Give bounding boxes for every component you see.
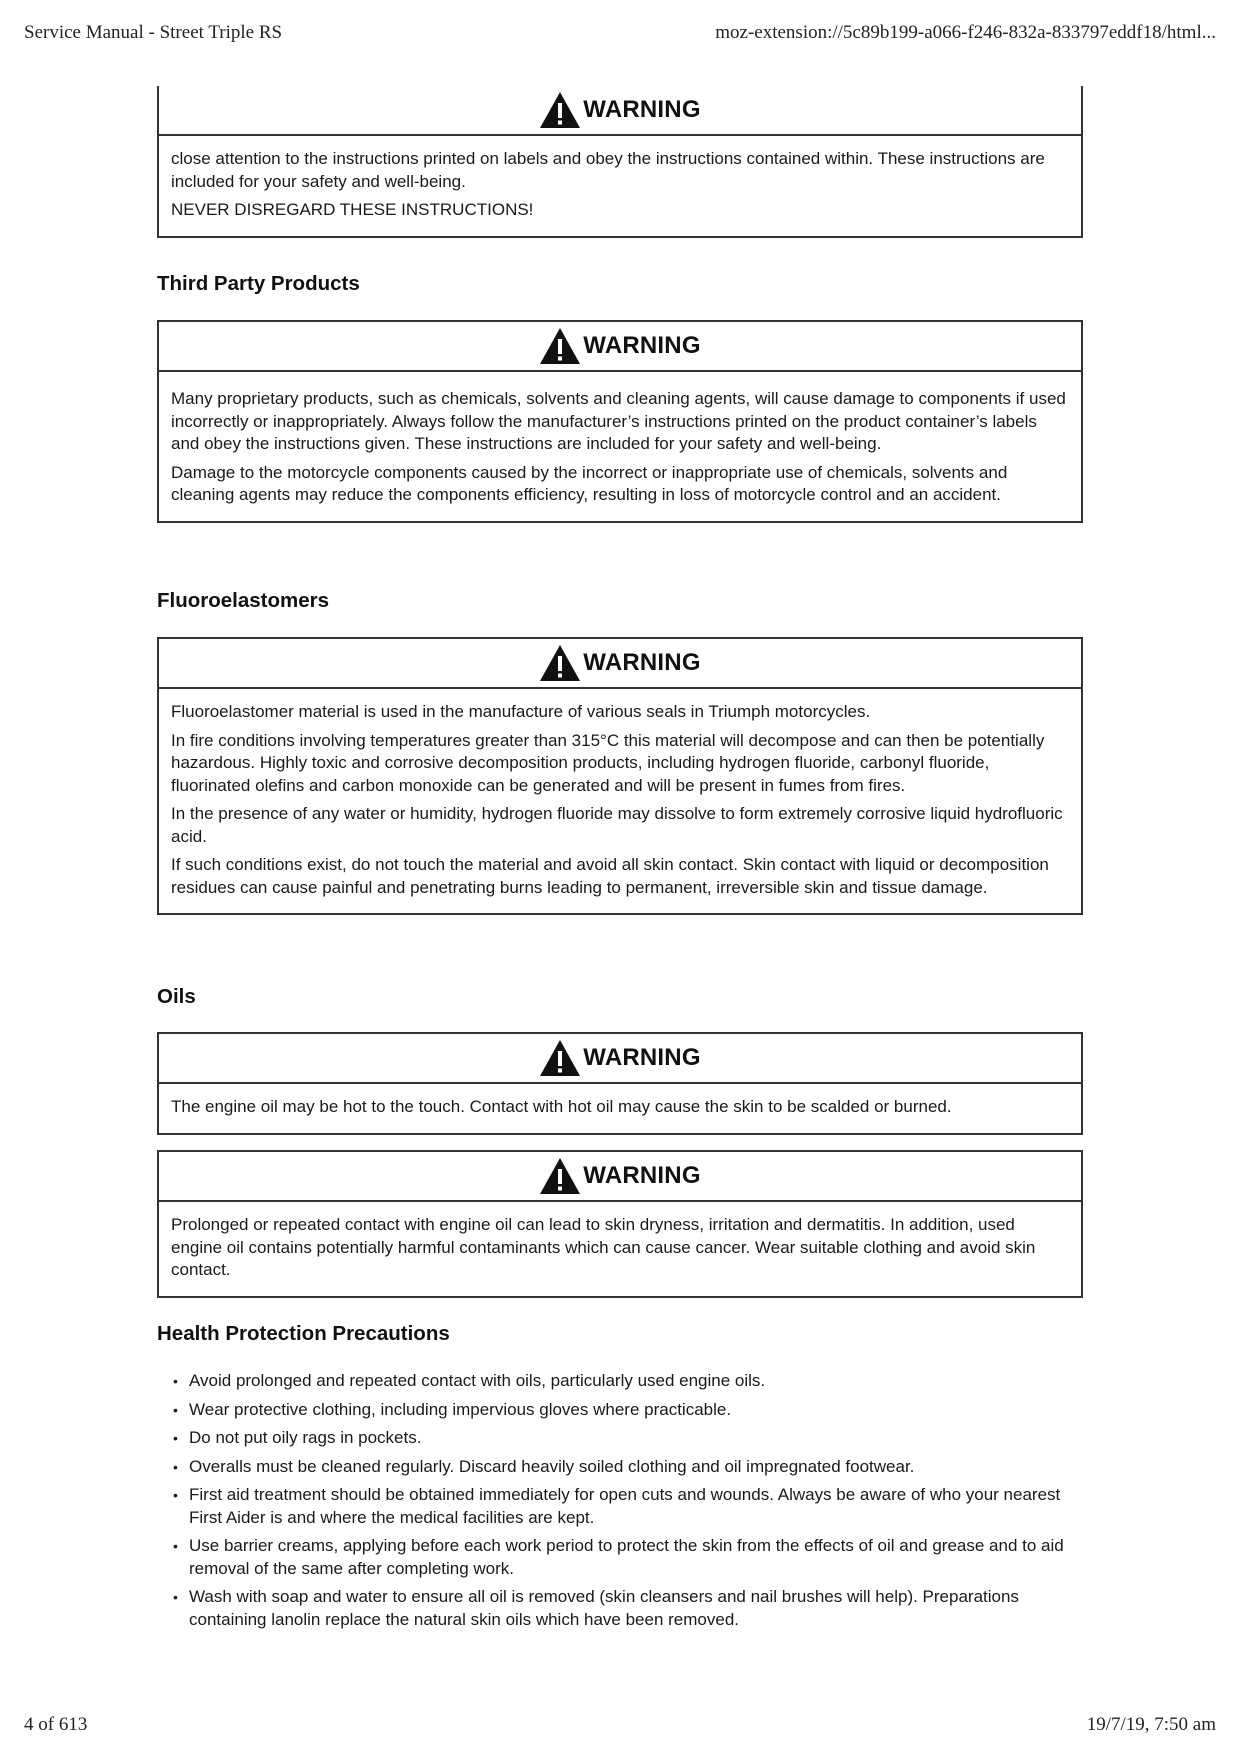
warning-header xyxy=(159,1152,1081,1202)
warning-paragraph: Many proprietary products, such as chemicals, solvents and cleaning agents, will cause damage to components if used incorrectly or inappropriately. Always follow the manufacturer’s instructions printed on the product container’s labels and obey the instructions given. These instructions are included for your safety and well-being. xyxy=(171,389,1066,453)
section-heading-third-party-products: Third Party Products xyxy=(157,272,360,295)
warning-body xyxy=(159,689,1081,913)
warning-body xyxy=(159,1084,1081,1133)
warning-paragraph: close attention to the instructions printed on labels and obey the instructions contained within. These instructions are included for your safety and well-being. xyxy=(171,149,1045,191)
warning-header xyxy=(159,1034,1081,1084)
list-item xyxy=(173,1586,1085,1631)
warning-box-fluoroelastomers xyxy=(157,637,1083,915)
bullet-icon: • xyxy=(173,1538,178,1554)
bullet-icon: • xyxy=(173,1373,178,1389)
list-item xyxy=(173,1427,1085,1450)
list-item-text: Overalls must be cleaned regularly. Discard heavily soiled clothing and oil impregnated footwear. xyxy=(189,1456,915,1476)
warning-paragraph: If such conditions exist, do not touch the material and avoid all skin contact. Skin contact with liquid or decomposition residues can cause painful and penetrating burns leading to permanent, irreversible skin and tissue damage. xyxy=(171,855,1049,897)
warning-body xyxy=(159,372,1081,521)
warning-body xyxy=(159,136,1081,236)
warning-triangle-icon xyxy=(539,1157,581,1195)
warning-header xyxy=(159,322,1081,372)
warning-title: WARNING xyxy=(583,96,701,123)
warning-header xyxy=(159,639,1081,689)
list-item-text: Use barrier creams, applying before each work period to protect the skin from the effects of oil and grease and to aid removal of the same after completing work. xyxy=(189,1536,1064,1578)
section-heading-health-protection: Health Protection Precautions xyxy=(157,1322,450,1345)
warning-title: WARNING xyxy=(583,332,701,359)
bullet-icon: • xyxy=(173,1458,178,1475)
warning-body xyxy=(159,1202,1081,1296)
list-item xyxy=(173,1484,1085,1529)
warning-paragraph: In the presence of any water or humidity, hydrogen fluoride may dissolve to form extremely corrosive liquid hydrofluoric acid. xyxy=(171,804,1063,846)
warning-header xyxy=(159,86,1081,136)
list-item xyxy=(173,1456,1085,1479)
health-precautions-list xyxy=(173,1370,1085,1637)
list-item xyxy=(173,1535,1085,1580)
bullet-icon: • xyxy=(173,1589,178,1605)
list-item xyxy=(173,1370,1085,1393)
warning-paragraph: NEVER DISREGARD THESE INSTRUCTIONS! xyxy=(171,200,534,219)
print-footer xyxy=(24,1714,1216,1736)
document-url: moz-extension://5c89b199-a066-f246-832a-833797eddf18/html... xyxy=(715,22,1216,43)
warning-title: WARNING xyxy=(583,1162,701,1189)
warning-paragraph: Fluoroelastomer material is used in the manufacture of various seals in Triumph motorcycles. xyxy=(171,702,871,721)
warning-title: WARNING xyxy=(583,649,701,676)
list-item xyxy=(173,1399,1085,1422)
warning-paragraph: In fire conditions involving temperatures greater than 315°C this material will decompose and can then be potentially hazardous. Highly toxic and corrosive decomposition products, including hydrogen fluoride, carbonyl fluoride, fluorinated olefins and carbon monoxide can be generated and will be present in fumes from fires. xyxy=(171,730,1045,795)
list-item-text: Wear protective clothing, including impervious gloves where practicable. xyxy=(189,1399,732,1419)
warning-paragraph: The engine oil may be hot to the touch. Contact with hot oil may cause the skin to be scalded or burned. xyxy=(171,1097,952,1116)
list-item-text: First aid treatment should be obtained immediately for open cuts and wounds. Always be aware of who your nearest First Aider is and where the medical facilities are kept. xyxy=(189,1485,1061,1527)
document-title: Service Manual - Street Triple RS xyxy=(24,22,283,43)
bullet-icon: • xyxy=(173,1401,178,1418)
warning-box-oils-dermatitis xyxy=(157,1150,1083,1298)
warning-triangle-icon xyxy=(539,327,581,365)
warning-paragraph: Prolonged or repeated contact with engine oil can lead to skin dryness, irritation and dermatitis. In addition, used engine oil contains potentially harmful contaminants which can cause cancer. Wear suitable clothing and avoid skin contact. xyxy=(171,1215,1036,1279)
list-item-text: Wash with soap and water to ensure all oil is removed (skin cleansers and nail brushes will help). Preparations containing lanolin replace the natural skin oils which have been removed. xyxy=(189,1587,1019,1629)
warning-box-oils-hot xyxy=(157,1032,1083,1135)
bullet-icon: • xyxy=(173,1430,178,1446)
warning-triangle-icon xyxy=(539,644,581,682)
warning-box-third-party xyxy=(157,320,1083,523)
section-heading-oils: Oils xyxy=(157,985,196,1008)
section-heading-fluoroelastomers: Fluoroelastomers xyxy=(157,589,330,612)
warning-triangle-icon xyxy=(539,91,581,129)
page-number: 4 of 613 xyxy=(24,1714,88,1735)
warning-triangle-icon xyxy=(539,1039,581,1077)
list-item-text: Avoid prolonged and repeated contact with oils, particularly used engine oils. xyxy=(189,1371,766,1390)
warning-box-continued xyxy=(157,86,1083,238)
warning-paragraph: Damage to the motorcycle components caused by the incorrect or inappropriate use of chemicals, solvents and cleaning agents may reduce the components efficiency, resulting in loss of motorcycle control and an accident. xyxy=(171,462,1008,504)
print-datetime: 19/7/19, 7:50 am xyxy=(1086,1714,1216,1735)
bullet-icon: • xyxy=(173,1487,178,1503)
list-item-text: Do not put oily rags in pockets. xyxy=(189,1428,422,1447)
warning-title: WARNING xyxy=(583,1044,701,1071)
print-header xyxy=(24,22,1216,44)
